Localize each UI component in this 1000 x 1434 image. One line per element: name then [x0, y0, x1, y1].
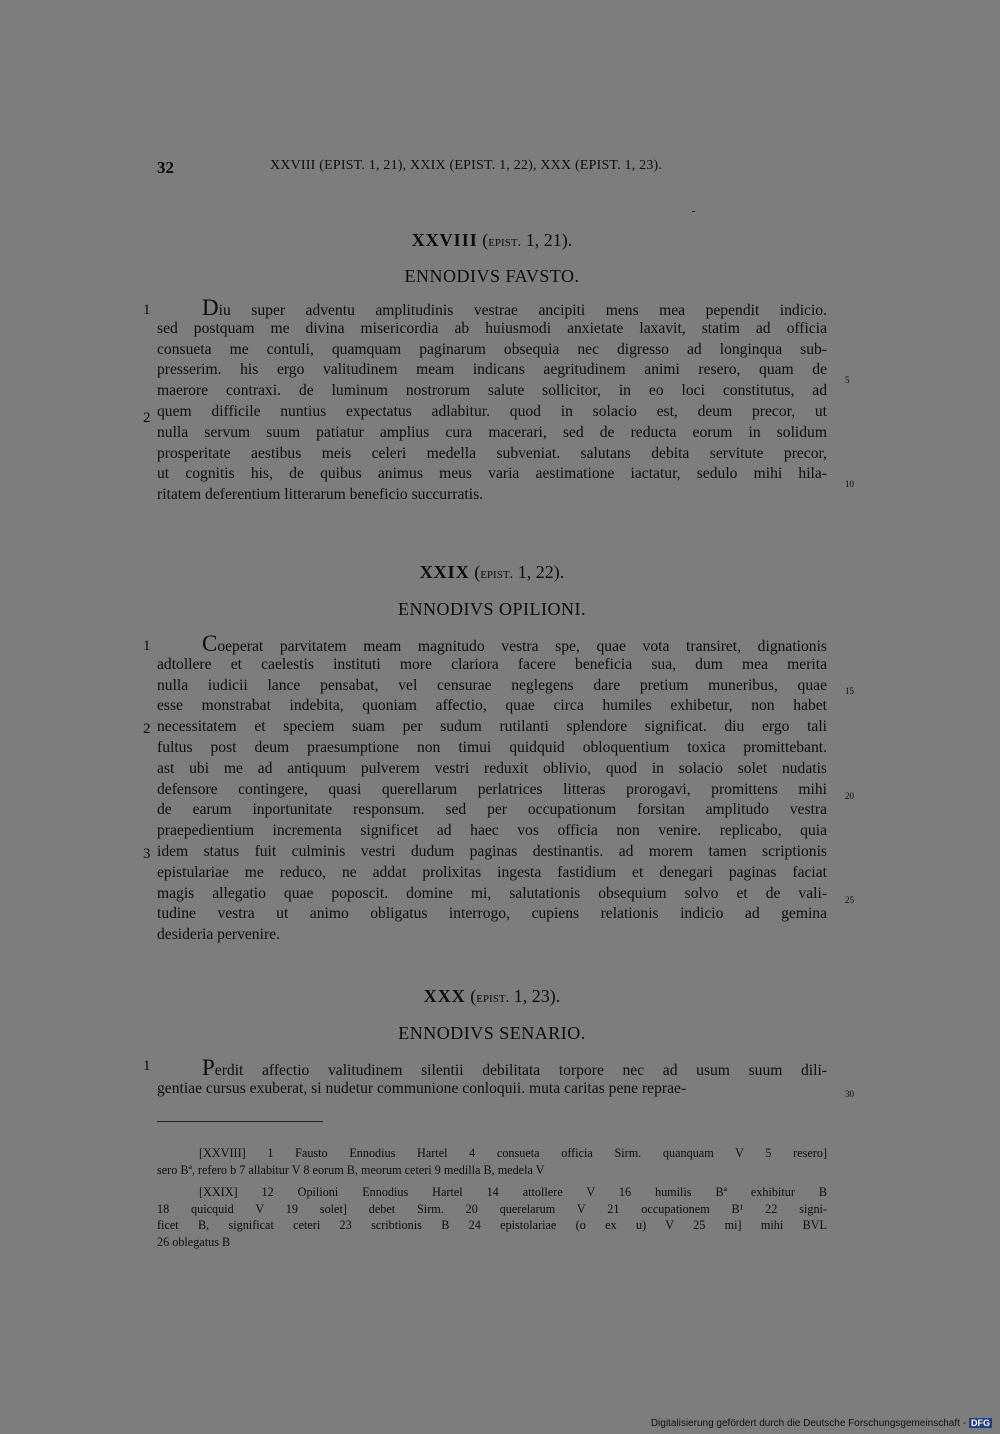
section-title-xxviii: ENNODIVS FAVSTO.	[404, 266, 580, 286]
epist-ref: 1, 21).	[521, 230, 573, 250]
footnote-rule	[157, 1121, 323, 1122]
section-body-xxix	[157, 631, 827, 946]
epist-ref: 1, 23).	[509, 986, 561, 1006]
apparatus-line: [XXVIII] 1 Fausto Ennodius Hartel 4 consueta officia Sirm. quanquam V 5 resero]	[199, 1146, 827, 1160]
text-line: ut cognitis his, de quibus animus meus varia aestimatione iactatur, sedulo mihi hila-	[157, 465, 827, 483]
epist-word: epist.	[488, 234, 522, 250]
text-line: nulla servum suum patiatur amplius cura macerari, sed de reducta eorum in solidum	[157, 423, 827, 441]
section-body-xxviii	[157, 295, 827, 506]
apparatus-line: ficet B, significat ceteri 23 scribtionis B 24 epistolariae (o ex u) V 25 mi] mihi BVL	[157, 1218, 827, 1232]
epist-open: (	[470, 986, 477, 1006]
print-speck	[692, 211, 695, 212]
credit-text: Digitalisierung gefördert durch die Deutsche Forschungsgemeinschaft -	[650, 1418, 966, 1429]
apparatus-line: sero Bª, refero b 7 allabitur V 8 eorum B, meorum ceteri 9 medilla B, medela V	[157, 1162, 545, 1177]
line-number: 15	[845, 686, 854, 696]
section-body-xxx	[157, 1055, 827, 1100]
text-line: adtollere et caelestis instituti more clariora facere beneficia sua, dum mea merita	[157, 655, 827, 673]
section-title-xxix: ENNODIVS OPILIONI.	[398, 599, 586, 619]
running-title: XXVIII (EPIST. 1, 21), XXIX (EPIST. 1, 22), XXX (EPIST. 1, 23).	[270, 158, 663, 173]
section-title-xxx: ENNODIVS SENARIO.	[398, 1023, 586, 1043]
text-line: presserim. his ergo valitudinem meam indicans aegritudinem animi resero, quam de	[157, 361, 827, 379]
initial-letter: D	[202, 295, 219, 320]
text-line: prosperitate aestibus meis celeri medella subveniat. salutans debita servitute precor,	[157, 444, 827, 462]
epist-open: (	[482, 230, 489, 250]
paragraph-mark: 2	[143, 410, 151, 426]
text-line: Coeperat parvitatem meam magnitudo vestra spe, quae vota transiret, dignationis	[202, 631, 827, 656]
epist-word: epist.	[476, 990, 510, 1006]
paragraph-mark: 2	[143, 721, 151, 737]
epist-word: epist.	[480, 566, 514, 582]
text-line: idem status fuit culminis vestri dudum paginas destinantis. ad morem tamen scriptionis	[157, 842, 827, 860]
paragraph-mark: 1	[143, 1058, 151, 1074]
line-number: 30	[845, 1089, 854, 1099]
section-heading-xxviii	[157, 230, 827, 251]
text-line: esse monstrabat indebita, quoniam affectio, quae circa humiles exhibetur, non habet	[157, 697, 827, 715]
critical-apparatus	[157, 1145, 827, 1250]
text-line: desideria pervenire.	[157, 926, 280, 944]
text-line: defensore contingere, quasi querellarum perlatrices litteras prorogavi, promittens mihi	[157, 780, 827, 798]
section-heading-xxx	[157, 986, 827, 1007]
page-number: 32	[157, 158, 174, 177]
apparatus-line: 26 oblegatus B	[157, 1234, 231, 1249]
dfg-logo: DFG	[971, 1418, 990, 1428]
text-line: gentiae cursus exuberat, si nudetur communione conloquii. muta caritas pene reprae-	[157, 1079, 687, 1097]
text-line: quem difficile nuntius expectatus adlabitur. quod in solacio est, deum precor, ut	[157, 402, 827, 420]
paragraph-mark: 1	[143, 302, 151, 318]
text-line: tudine vestra ut animo obligatus interrogo, cupiens relationis indicio ad gemina	[157, 905, 827, 923]
paragraph-mark: 3	[143, 846, 151, 862]
section-number: XXX	[423, 986, 466, 1006]
text-line: consueta me contuli, quamquam paginarum obsequia nec digresso ad longinqua sub-	[157, 340, 827, 358]
page-header	[0, 158, 1000, 182]
text-line: magis allegatio quae poposcit. domine mi, salutationis obsequium solvo et de vali-	[157, 884, 827, 902]
text-line: fultus post deum praesumptione non timui quidquid obloquentium toxica promittebant.	[157, 738, 827, 756]
epist-open: (	[474, 562, 481, 582]
text-line: de earum inportunitate responsum. sed per occupationum forsitan amplitudo vestra	[157, 801, 827, 819]
paragraph-mark: 1	[143, 638, 151, 654]
apparatus-line: [XXIX] 12 Opilioni Ennodius Hartel 14 attollere V 16 humilis Bª exhibitur B	[199, 1185, 827, 1199]
text-line: maerore contraxi. de luminum nostrorum salute sollicitor, in eo loci constitutus, ad	[157, 382, 827, 400]
text-line: praepedientium incrementa significet ad haec vos officia non venire. replicabo, quia	[157, 822, 827, 840]
epist-ref: 1, 22).	[513, 562, 565, 582]
line-number: 25	[845, 895, 854, 905]
text-line: necessitatem et speciem suam per sudum rutilanti splendore significat. diu ergo tali	[157, 718, 827, 736]
text-line: epistulariae me reduco, ne addat prolixitas ingesta fastidium et denegari paginas faciat	[157, 863, 827, 881]
initial-letter: P	[202, 1055, 215, 1080]
text-line: ritatem deferentium litterarum beneficio succurratis.	[157, 486, 484, 504]
section-number: XXVIII	[411, 230, 478, 250]
initial-letter: C	[202, 631, 218, 656]
text-line: nulla iudicii lance pensabat, vel censurae neglegens dare pretium muneribus, quae	[157, 676, 827, 694]
line-number: 20	[845, 791, 854, 801]
text-line: Perdit affectio valitudinem silentii debilitata torpore nec ad usum suum dili-	[202, 1055, 827, 1080]
text-line: sed postquam me divina misericordia ab huiusmodi anxietate laxavit, statim ad officia	[157, 319, 827, 337]
digitization-credit	[651, 1418, 992, 1429]
line-number: 5	[845, 375, 850, 385]
section-heading-xxix	[157, 562, 827, 583]
line-number: 10	[845, 479, 854, 489]
text-line: ast ubi me ad antiquum pulverem vestri reduxit oblivio, quod in solacio solet nudatis	[157, 759, 827, 777]
text-line: Diu super adventu amplitudinis vestrae ancipiti mens mea pependit indicio.	[202, 295, 827, 320]
section-number: XXIX	[419, 562, 470, 582]
apparatus-line: 18 quicquid V 19 solet] debet Sirm. 20 querelarum V 21 occupationem B¹ 22 signi-	[157, 1201, 827, 1216]
